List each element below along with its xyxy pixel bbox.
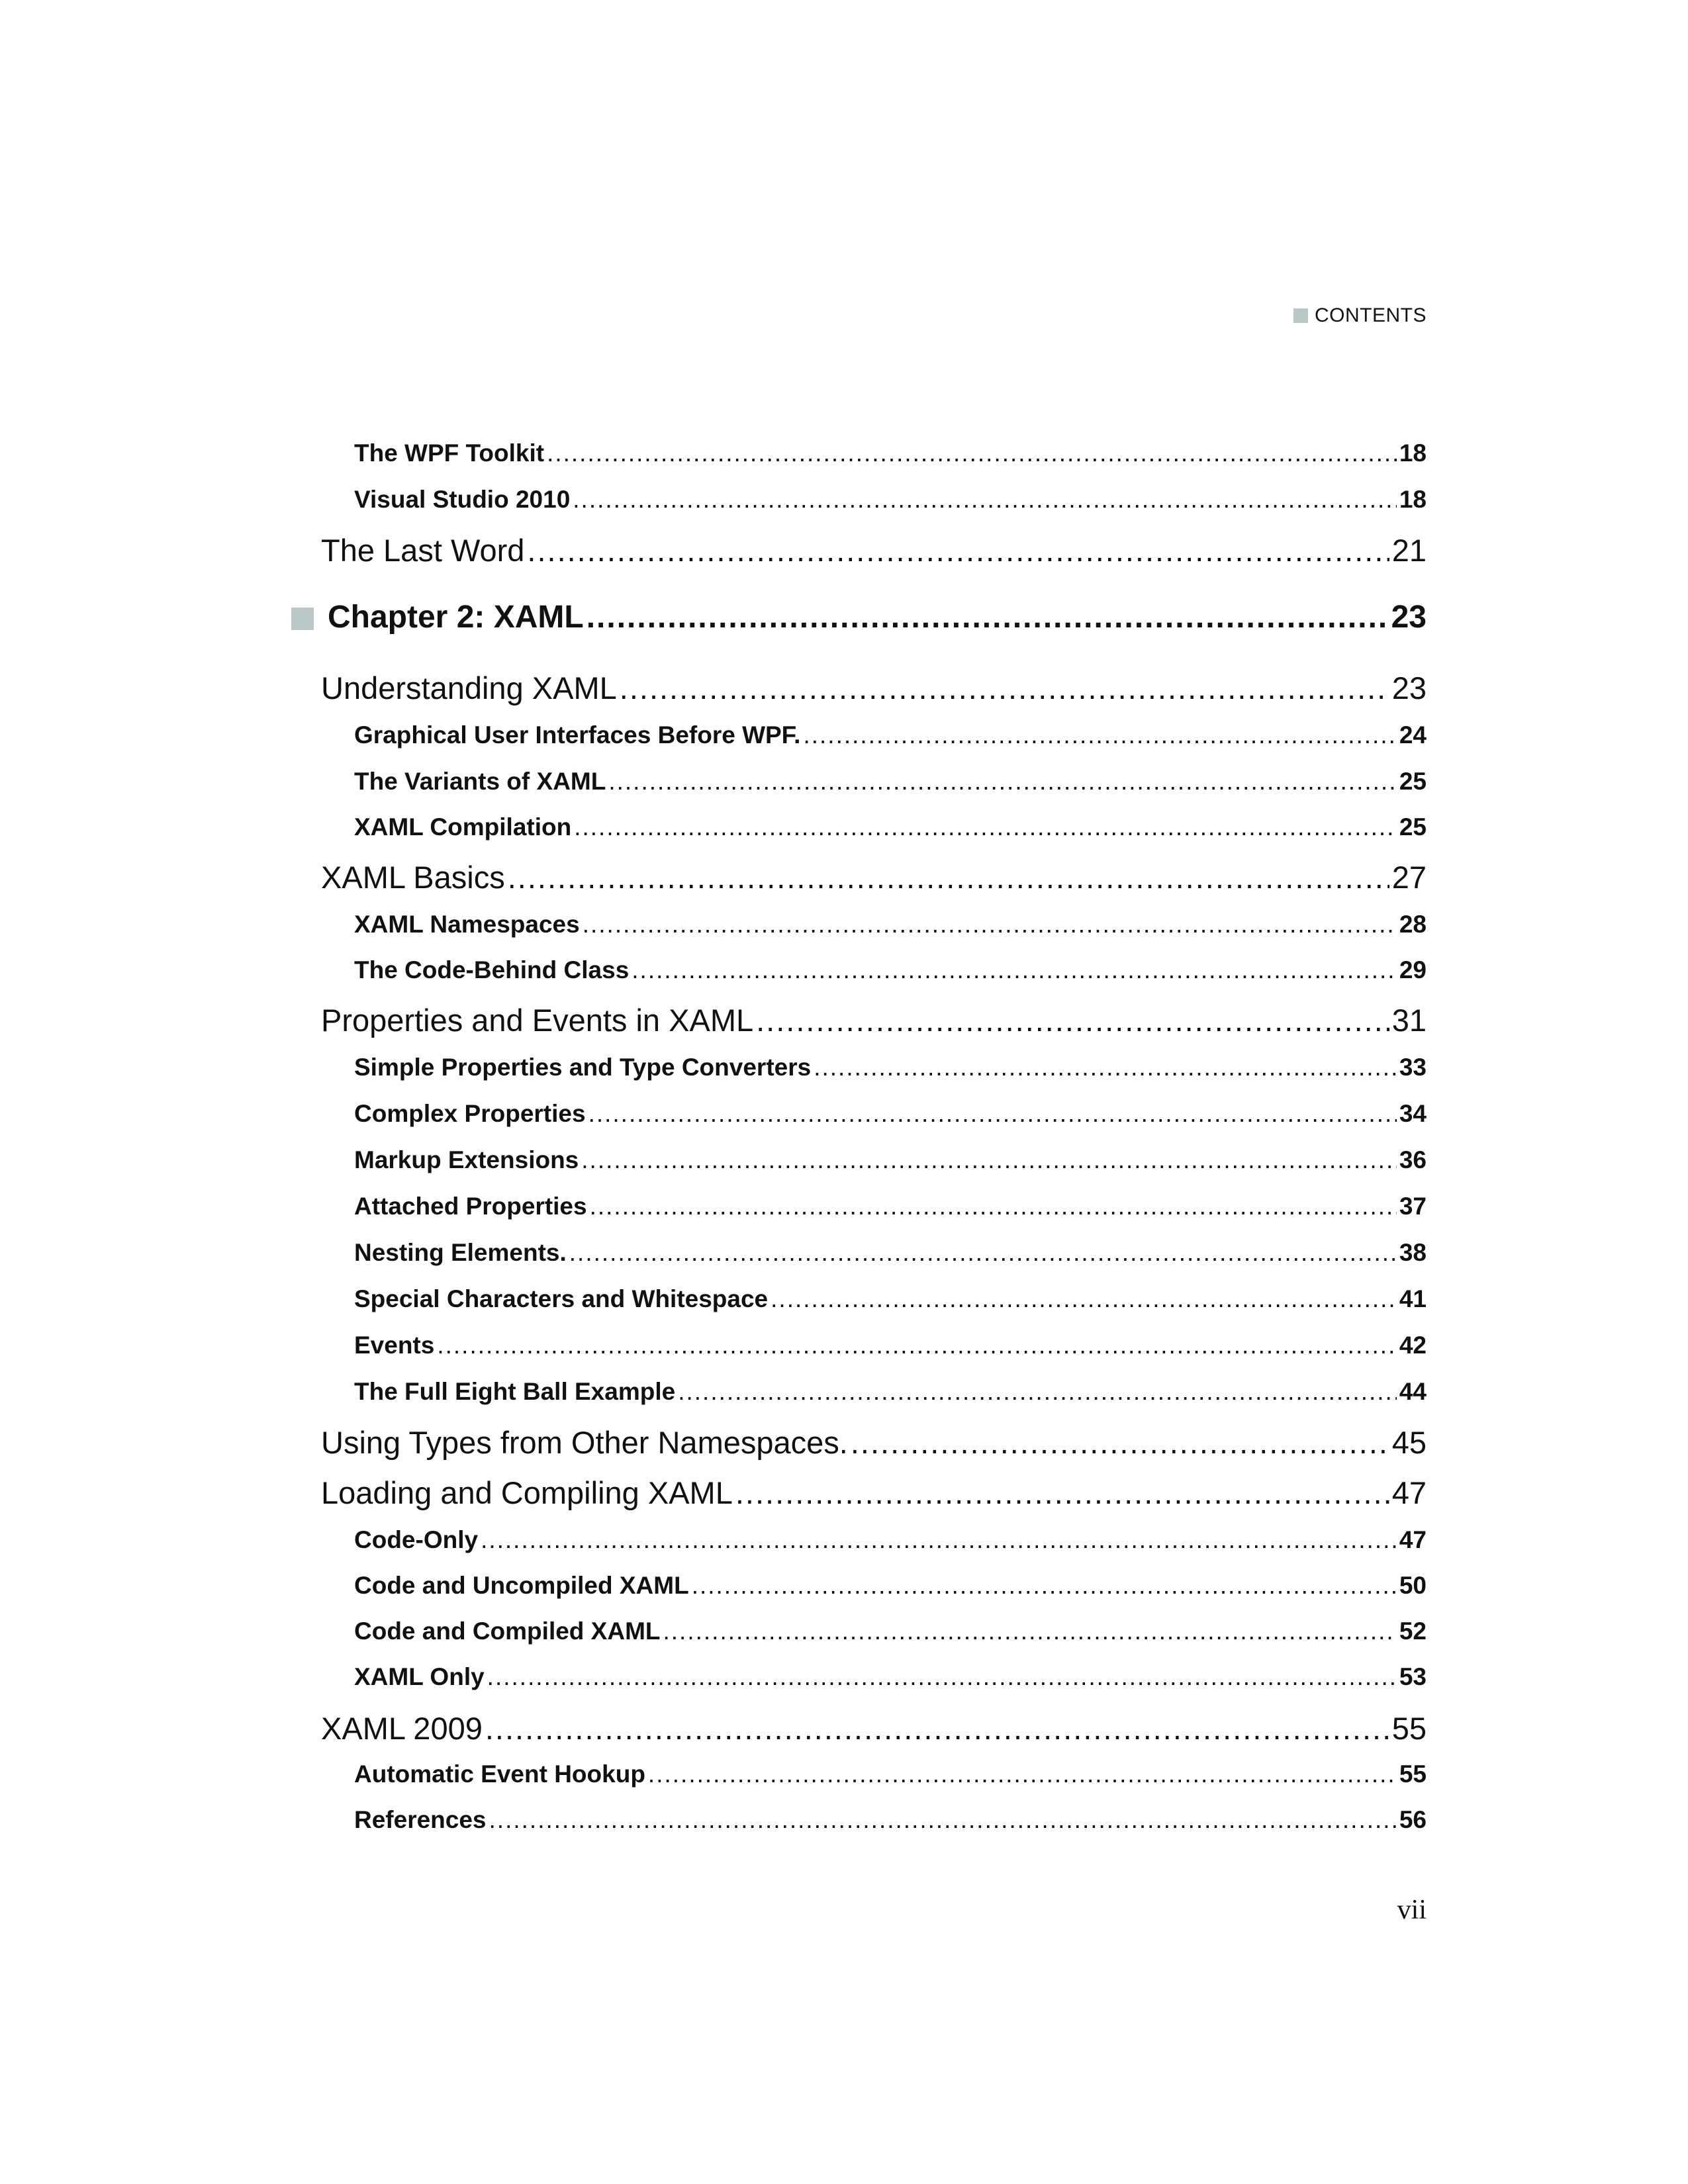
toc-entry-title: Code and Uncompiled XAML: [354, 1572, 689, 1599]
dot-leader: [648, 1760, 1397, 1788]
toc-section-title: XAML 2009: [321, 1711, 483, 1746]
toc-entry[interactable]: [354, 813, 1427, 841]
toc-entry[interactable]: [354, 486, 1427, 514]
dot-leader: [771, 1285, 1397, 1313]
toc-entry-title: References: [354, 1806, 487, 1833]
toc-entry-page: 41: [1399, 1285, 1427, 1312]
toc-section-page: 55: [1391, 1711, 1427, 1746]
toc-entry-title: Code and Compiled XAML: [354, 1617, 661, 1645]
toc-entry[interactable]: [354, 1332, 1427, 1359]
toc-entry[interactable]: [354, 1146, 1427, 1174]
toc-section-title: XAML Basics: [321, 860, 505, 895]
toc-entry[interactable]: [354, 1054, 1427, 1081]
toc-entry-page: 37: [1399, 1193, 1427, 1220]
dot-leader: [735, 1475, 1389, 1511]
toc-entry-page: 42: [1399, 1332, 1427, 1359]
dot-leader: [481, 1526, 1397, 1554]
toc-entry-title: Markup Extensions: [354, 1146, 579, 1173]
dot-leader: [814, 1054, 1397, 1081]
toc-entry-page: 33: [1399, 1054, 1427, 1081]
toc-entry-title: The Code-Behind Class: [354, 956, 630, 983]
toc-entry-title: Nesting Elements.: [354, 1239, 567, 1266]
toc-entry-page: 44: [1399, 1378, 1427, 1405]
dot-leader: [590, 1193, 1397, 1220]
toc-entry[interactable]: [354, 1378, 1427, 1406]
toc-entry[interactable]: [354, 1617, 1427, 1645]
dot-leader: [678, 1378, 1397, 1406]
toc-entry-page: 18: [1399, 439, 1427, 467]
dot-leader: [803, 721, 1396, 749]
running-title: CONTENTS: [1315, 304, 1427, 326]
toc-entry-page: 25: [1399, 768, 1427, 795]
toc-section[interactable]: [321, 532, 1427, 569]
toc-entry-page: 24: [1399, 721, 1427, 749]
toc-entry[interactable]: [354, 1193, 1427, 1220]
toc-section-page: 31: [1391, 1003, 1427, 1038]
toc-section-page: 45: [1391, 1425, 1427, 1460]
dot-leader: [485, 1710, 1389, 1747]
toc-section-page: 47: [1391, 1475, 1427, 1510]
toc-entry-title: Events: [354, 1332, 435, 1359]
dot-leader: [489, 1806, 1397, 1834]
toc-section-title: Properties and Events in XAML: [321, 1003, 754, 1038]
toc-entry[interactable]: [354, 439, 1427, 467]
toc-entry-page: 47: [1399, 1526, 1427, 1553]
toc-entry-title: XAML Namespaces: [354, 911, 580, 938]
toc-entry-page: 36: [1399, 1146, 1427, 1173]
dot-leader: [632, 956, 1397, 984]
toc-entry-page: 55: [1399, 1760, 1427, 1788]
toc-entry-title: XAML Compilation: [354, 813, 572, 841]
dot-leader: [583, 911, 1397, 938]
toc-section-title: Using Types from Other Namespaces.: [321, 1425, 848, 1460]
page-number: vii: [1397, 1895, 1427, 1925]
toc-entry-title: Attached Properties: [354, 1193, 587, 1220]
toc-entry-title: Automatic Event Hookup: [354, 1760, 645, 1788]
toc-entry[interactable]: [354, 1806, 1427, 1834]
dot-leader: [692, 1572, 1397, 1600]
toc-entry[interactable]: [354, 1760, 1427, 1788]
toc-entry-page: 34: [1399, 1100, 1427, 1127]
toc-entry-title: Complex Properties: [354, 1100, 586, 1127]
toc-entry[interactable]: [354, 768, 1427, 796]
toc-chapter-title: Chapter 2: XAML: [328, 600, 584, 635]
dot-leader: [608, 768, 1397, 796]
toc-entry[interactable]: [354, 956, 1427, 984]
dot-leader: [547, 439, 1397, 467]
toc-entry-page: 52: [1399, 1617, 1427, 1645]
toc-section[interactable]: [321, 670, 1427, 706]
toc-section[interactable]: [321, 859, 1427, 895]
toc-entry-title: Special Characters and Whitespace: [354, 1285, 769, 1312]
dot-leader: [569, 1239, 1397, 1267]
toc-entry-page: 25: [1399, 813, 1427, 841]
toc-entry-title: The WPF Toolkit: [354, 439, 545, 467]
toc-entry-title: The Full Eight Ball Example: [354, 1378, 676, 1405]
toc-section[interactable]: [321, 1424, 1427, 1461]
chapter-marker-icon: [291, 608, 314, 630]
toc-chapter[interactable]: [328, 599, 1427, 635]
toc-entry-title: Code-Only: [354, 1526, 479, 1553]
toc-entry-page: 56: [1399, 1806, 1427, 1833]
dot-leader: [487, 1663, 1397, 1691]
toc-section-page: 21: [1391, 533, 1427, 568]
toc-entry[interactable]: [354, 1572, 1427, 1600]
toc-entry-title: The Variants of XAML: [354, 768, 606, 795]
dot-leader: [573, 486, 1397, 514]
toc-entry-page: 38: [1399, 1239, 1427, 1266]
toc-chapter-page: 23: [1391, 600, 1427, 635]
toc-entry-page: 53: [1399, 1663, 1427, 1690]
toc-entry[interactable]: [354, 1100, 1427, 1128]
toc-entry-title: Simple Properties and Type Converters: [354, 1054, 812, 1081]
dot-leader: [574, 813, 1397, 841]
toc-section[interactable]: [321, 1710, 1427, 1747]
toc-section-title: The Last Word: [321, 533, 525, 568]
toc-entry[interactable]: [354, 1526, 1427, 1554]
toc-entry-title: XAML Only: [354, 1663, 485, 1690]
toc-entry[interactable]: [354, 1285, 1427, 1313]
toc-entry-page: 18: [1399, 486, 1427, 513]
toc-section[interactable]: [321, 1002, 1427, 1038]
toc-entry-page: 29: [1399, 956, 1427, 983]
dot-leader: [851, 1424, 1389, 1461]
toc-section-page: 23: [1391, 670, 1427, 705]
toc-entry[interactable]: [354, 1239, 1427, 1267]
dot-leader: [437, 1332, 1397, 1359]
dot-leader: [588, 1100, 1397, 1128]
toc-entry[interactable]: [354, 721, 1427, 749]
dot-leader: [581, 1146, 1397, 1174]
toc-entry-title: Visual Studio 2010: [354, 486, 571, 513]
toc-entry[interactable]: [354, 1663, 1427, 1691]
toc-entry-page: 50: [1399, 1572, 1427, 1599]
dot-leader: [663, 1617, 1397, 1645]
dot-leader: [527, 532, 1389, 569]
toc-section-title: Loading and Compiling XAML: [321, 1475, 733, 1510]
dot-leader: [586, 599, 1389, 635]
toc-entry[interactable]: [354, 911, 1427, 938]
toc-section[interactable]: [321, 1475, 1427, 1511]
toc-entry-title: Graphical User Interfaces Before WPF.: [354, 721, 801, 749]
toc-section-page: 27: [1391, 860, 1427, 895]
dot-leader: [508, 859, 1389, 895]
dot-leader: [756, 1002, 1389, 1038]
toc-entry-page: 28: [1399, 911, 1427, 938]
dot-leader: [620, 670, 1389, 706]
toc-section-title: Understanding XAML: [321, 670, 617, 705]
